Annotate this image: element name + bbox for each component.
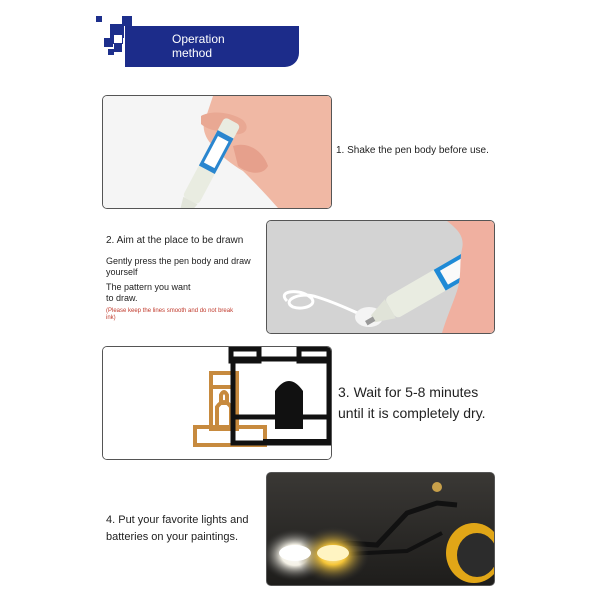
step-1-text: 1. Shake the pen body before use.	[336, 145, 489, 156]
step-3-text	[338, 382, 486, 424]
step-2-note-2: ink)	[106, 315, 116, 321]
title-line-2: method	[172, 46, 213, 60]
step-3-line-2: until it is completely dry.	[338, 405, 486, 421]
led-lights-photo	[266, 472, 495, 586]
title-line-1: Operation	[172, 32, 225, 46]
step-2-body-4: to draw.	[106, 293, 138, 303]
step-3-line-1: 3. Wait for 5-8 minutes	[338, 384, 479, 400]
pen-drawing-photo	[266, 220, 495, 334]
step-4-line-2: batteries on your paintings.	[106, 531, 239, 543]
building-drawing-illustration	[102, 346, 332, 460]
page-title	[172, 32, 225, 60]
step-2-note-1: (Please keep the lines smooth and do not break	[106, 308, 234, 314]
step-4-text	[106, 512, 248, 546]
step-2-title: 2. Aim at the place to be drawn	[106, 235, 244, 246]
step-2-body-2: yourself	[106, 267, 138, 277]
step-4-line-1: 4. Put your favorite lights and	[106, 514, 249, 526]
step-2-body-1: Gently press the pen body and draw	[106, 256, 251, 266]
step-2-body-3: The pattern you want	[106, 282, 191, 292]
pen-in-hand-photo	[102, 95, 332, 209]
